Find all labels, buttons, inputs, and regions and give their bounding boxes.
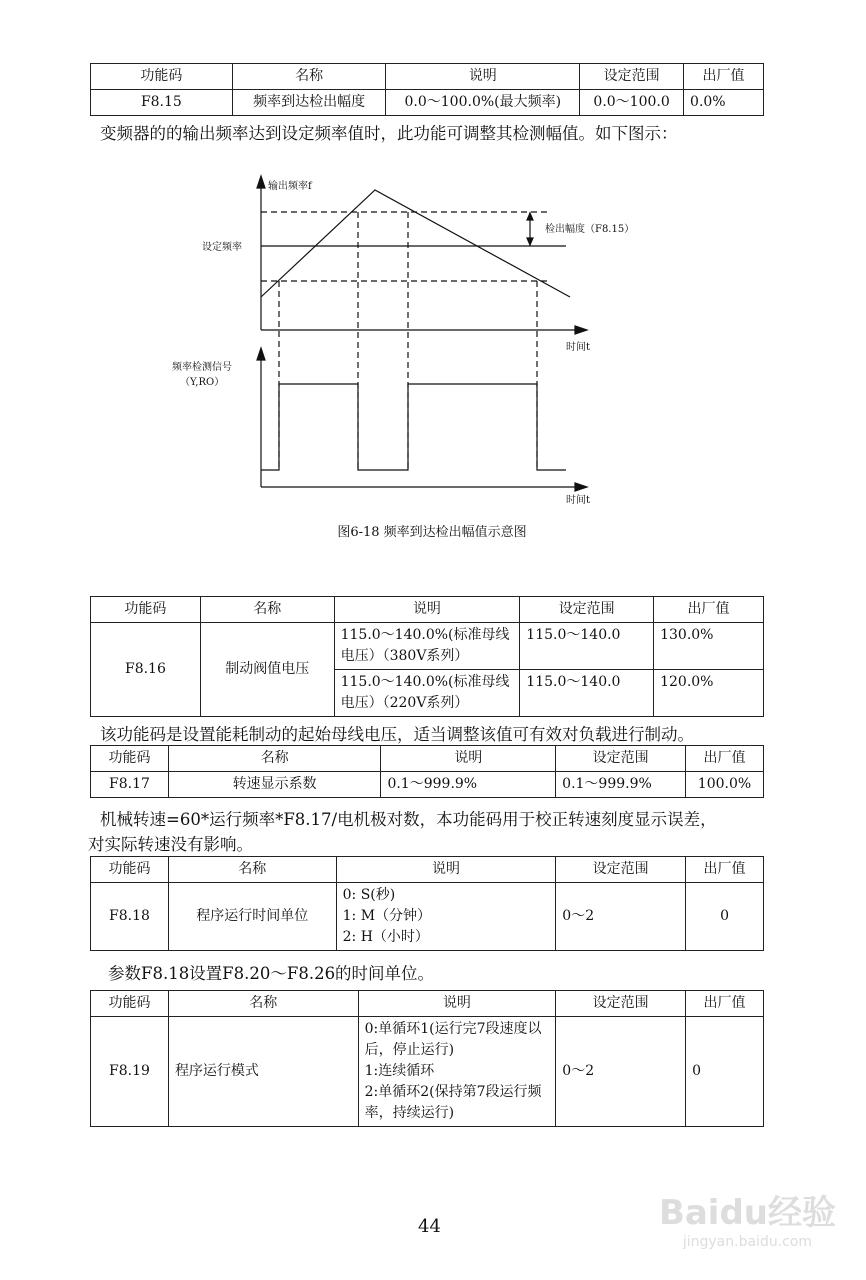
header-default: 出厂值 (686, 746, 764, 772)
cell-name: 程序运行时间单位 (168, 883, 336, 951)
cell-desc: 115.0～140.0%(标准母线电压）（220V系列） (334, 670, 520, 717)
cell-desc: 115.0～140.0%(标准母线电压）（380V系列） (334, 623, 520, 670)
frequency-detection-diagram (0, 170, 866, 550)
cell-code: F8.18 (91, 883, 169, 951)
header-desc: 说明 (336, 857, 556, 883)
paragraph: 机械转速=60*运行频率*F8.17/电机极对数，本功能码用于校正转速刻度显示误差， (100, 810, 717, 829)
cell-name: 频率到达检出幅度 (232, 90, 386, 116)
time-label: 时间t (566, 342, 591, 353)
desc-line: 1: M（分钟） (342, 908, 432, 924)
figure-caption: 图6-18 频率到达检出幅值示意图 (337, 525, 527, 540)
cell-name: 转速显示系数 (168, 772, 381, 798)
header-range: 设定范围 (520, 597, 654, 623)
cell-name: 制动阀值电压 (200, 623, 334, 717)
y-axis-label: 输出频率f (268, 181, 312, 192)
desc-line: 0: S(秒) (342, 887, 396, 903)
paragraph: 该功能码是设置能耗制动的起始母线电压，适当调整该值可有效对负载进行制动。 (100, 725, 694, 744)
cell-code: F8.19 (91, 1017, 169, 1127)
cell-code: F8.15 (91, 90, 233, 116)
desc-line: 2: H（小时） (342, 929, 429, 945)
header-code: 功能码 (91, 746, 169, 772)
table-header (91, 64, 764, 90)
arrow-icon (575, 326, 587, 334)
cell-range: 0.1～999.9% (556, 772, 686, 798)
header-desc: 说明 (381, 746, 556, 772)
watermark-url: jingyan.baidu.com (682, 1234, 813, 1250)
header-name: 名称 (168, 857, 336, 883)
cell-desc (358, 1017, 556, 1127)
page-number: 44 (418, 1216, 441, 1237)
table-header (91, 857, 764, 883)
cell-range: 0～2 (556, 883, 686, 951)
param-table-f817 (90, 745, 764, 798)
time-label: 时间t (566, 495, 591, 506)
cell-code: F8.16 (91, 623, 201, 717)
cell-range: 115.0～140.0 (520, 670, 654, 717)
cell-desc (336, 883, 556, 951)
cell-desc: 0.1～999.9% (381, 772, 556, 798)
signal-label: 频率检测信号 (172, 362, 232, 373)
cell-default: 0.0% (684, 90, 764, 116)
desc-line: 0:单循环1(运行完7段速度以后，停止运行) (364, 1021, 542, 1058)
arrow-icon (257, 348, 265, 360)
paragraph: 参数F8.18设置F8.20～F8.26的时间单位。 (108, 964, 435, 983)
baidu-watermark (659, 1185, 836, 1250)
header-desc: 说明 (358, 991, 556, 1017)
header-code: 功能码 (91, 64, 233, 90)
param-table-f818 (90, 856, 764, 951)
cell-range: 115.0～140.0 (520, 623, 654, 670)
table-row (91, 883, 764, 951)
watermark-logo: Baidu经验 (658, 1193, 836, 1233)
header-default: 出厂值 (686, 857, 764, 883)
table-row (91, 90, 764, 116)
header-default: 出厂值 (654, 597, 764, 623)
table-row (91, 623, 764, 670)
header-name: 名称 (232, 64, 386, 90)
header-range: 设定范围 (556, 746, 686, 772)
param-table-f816 (90, 596, 764, 717)
table-row (91, 772, 764, 798)
cell-default: 0 (686, 883, 764, 951)
header-name: 名称 (168, 746, 381, 772)
param-table-f819 (90, 990, 764, 1127)
header-range: 设定范围 (556, 857, 686, 883)
header-name: 名称 (200, 597, 334, 623)
table-header (91, 597, 764, 623)
set-frequency-label: 设定频率 (202, 242, 242, 253)
header-desc: 说明 (386, 64, 580, 90)
header-code: 功能码 (91, 597, 201, 623)
cell-default: 130.0% (654, 623, 764, 670)
cell-desc: 0.0～100.0%(最大频率) (386, 90, 580, 116)
signal-sublabel: （Y,RO） (180, 377, 225, 388)
desc-line: 1:连续循环 (364, 1063, 435, 1079)
header-default: 出厂值 (686, 991, 764, 1017)
header-name: 名称 (168, 991, 358, 1017)
header-code: 功能码 (91, 991, 169, 1017)
detection-signal (261, 384, 566, 470)
table-row (91, 1017, 764, 1127)
paragraph: 变频器的的输出频率达到设定频率值时，此功能可调整其检测幅值。如下图示： (100, 124, 678, 143)
paragraph: 对实际转速没有影响。 (88, 835, 253, 854)
arrow-icon (575, 483, 587, 491)
table-header (91, 991, 764, 1017)
cell-code: F8.17 (91, 772, 169, 798)
arrow-icon (257, 176, 265, 188)
cell-default: 100.0% (686, 772, 764, 798)
header-code: 功能码 (91, 857, 169, 883)
desc-line: 2:单循环2(保持第7段运行频率，持续运行) (364, 1084, 542, 1121)
cell-name: 程序运行模式 (168, 1017, 358, 1127)
cell-range: 0～2 (556, 1017, 686, 1127)
amplitude-label: 检出幅度（F8.15） (545, 224, 635, 235)
header-range: 设定范围 (556, 991, 686, 1017)
header-default: 出厂值 (684, 64, 764, 90)
cell-default: 0 (686, 1017, 764, 1127)
header-range: 设定范围 (580, 64, 684, 90)
table-header (91, 746, 764, 772)
cell-range: 0.0～100.0 (580, 90, 684, 116)
header-desc: 说明 (334, 597, 520, 623)
param-table-f815 (90, 63, 764, 116)
cell-default: 120.0% (654, 670, 764, 717)
